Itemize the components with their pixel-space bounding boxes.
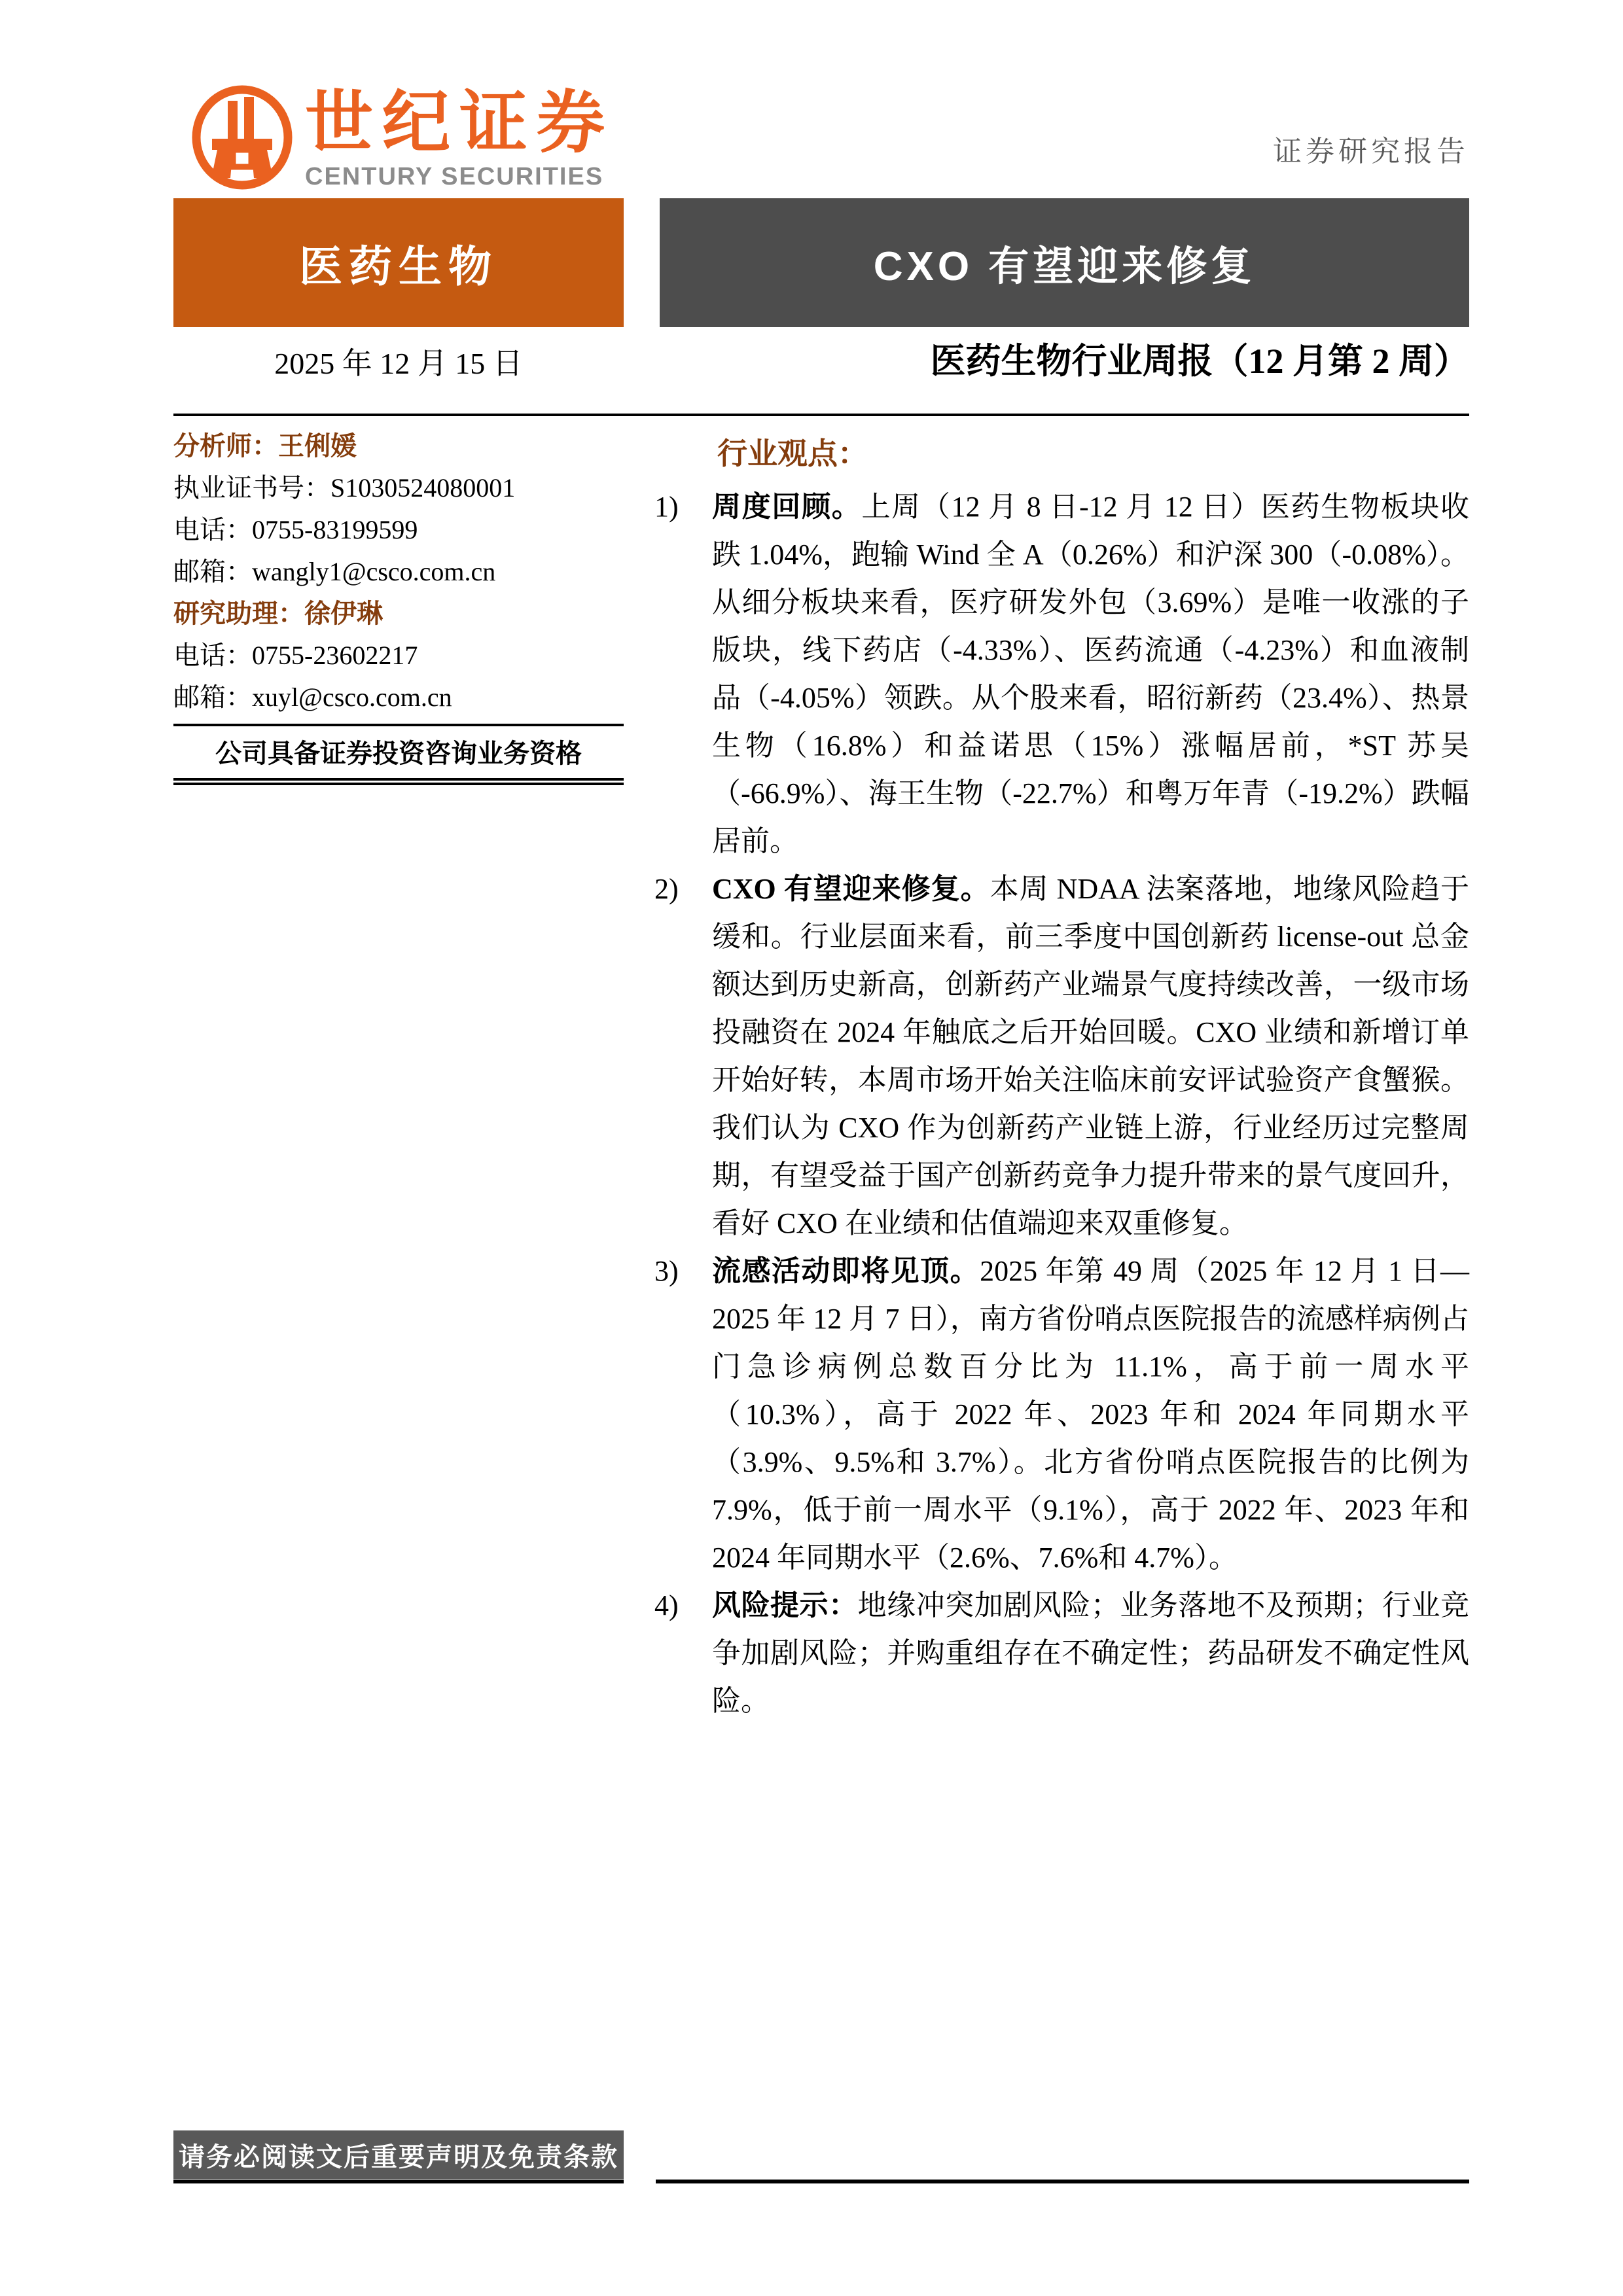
footer-divider-left (173, 2180, 624, 2183)
item-paragraph (712, 1247, 1469, 1581)
analyst-email: 邮箱：wangly1@csco.com.cn (173, 557, 496, 586)
item-number: 1) (654, 491, 679, 523)
analyst-phone: 电话：0755-83199599 (173, 515, 418, 544)
item-text: 上周（12 月 8 日-12 月 12 日）医药生物板块收跌 1.04%，跑输 Wind 全 A（0.26%）和沪深 300（-0.08%）。从细分板块来看，医疗研发外包（3.69%）是唯一收涨的子版块，线下药店（-4.33%）、医药流通（-4.23%）和血液制品（-4.05%）领跌。从个股来看，昭衍新药（23.4%）、热景生物（16.8%）和益诺思（15%）涨幅居前，*ST 苏吴（-66.9%）、海王生物（-22.7%）和粤万年青（-19.2%）跌幅居前。 (712, 491, 1469, 857)
industry-view-section (654, 434, 1469, 1725)
section-heading: 行业观点： (717, 437, 868, 470)
analyst-sidebar (173, 425, 624, 785)
item-text: 2025 年第 49 周（2025 年 12 月 1 日—2025 年 12 月 7 日），南方省份哨点医院报告的流感样病例占门急诊病例总数百分比为 11.1%，高于前一周水平（10.3%），高于 2022 年、2023 年和 2024 年同期水平（3.9%、9.5%和 3.7%）。北方省份哨点医院报告的比例为 7.9%，低于前一周水平（9.1%），高于 2022 年、2023 年和 2024 年同期水平（2.6%、7.6%和 4.7%）。 (712, 1255, 1469, 1574)
header-divider (173, 414, 1469, 416)
item-paragraph (712, 865, 1469, 1247)
qualification-statement: 公司具备证券投资咨询业务资格 (173, 724, 624, 785)
item-lead: 周度回顾。 (712, 491, 862, 523)
report-date: 2025 年 12 月 15 日 (274, 347, 523, 380)
list-item (654, 483, 1469, 865)
list-item (654, 1247, 1469, 1581)
disclaimer-notice: 请务必阅读文后重要声明及免责条款 (173, 2130, 624, 2179)
item-text: 本周 NDAA 法案落地，地缘风险趋于缓和。行业层面来看，前三季度中国创新药 license-out 总金额达到历史新高，创新药产业端景气度持续改善，一级市场投融资在 2024 年触底之后开始回暖。CXO 业绩和新增订单开始好转，本周市场开始关注临床前安评试验资产食蟹猴。我们认为 CXO 作为创新药产业链上游，行业经历过完整周期，有望受益于国产创新药竞争力提升带来的景气度回升，看好 CXO 在业绩和估值端迎来双重修复。 (712, 873, 1469, 1239)
brand-name-cn: 世纪证券 (305, 86, 615, 161)
item-number: 3) (654, 1255, 679, 1287)
analyst-license: 执业证书号：S1030524080001 (173, 473, 516, 503)
report-title: 医药生物行业周报（12 月第 2 周） (930, 342, 1469, 381)
item-text: 地缘冲突加剧风险；业务落地不及预期；行业竞争加剧风险；并购重组存在不确定性；药品研发不确定性风险。 (712, 1589, 1470, 1717)
brand-text (305, 85, 614, 191)
item-lead: 风险提示： (712, 1589, 858, 1621)
item-paragraph (712, 483, 1469, 865)
analyst-name: 分析师：王俐媛 (173, 431, 357, 461)
footer-divider-right (656, 2180, 1469, 2183)
century-securities-logo-icon (191, 85, 293, 190)
report-type-label: 证券研究报告 (1273, 135, 1469, 168)
item-number: 4) (654, 1589, 679, 1621)
list-item (654, 865, 1469, 1247)
item-paragraph (712, 1581, 1469, 1725)
item-lead: CXO 有望迎来修复。 (712, 873, 990, 905)
item-lead: 流感活动即将见顶。 (712, 1255, 980, 1287)
industry-banner: 医药生物 (173, 198, 624, 327)
item-number: 2) (654, 873, 679, 905)
assistant-email: 邮箱：xuyl@csco.com.cn (173, 682, 452, 712)
brand-name-en: CENTURY SECURITIES (305, 163, 604, 190)
brand-block (191, 85, 614, 191)
assistant-phone: 电话：0755-23602217 (173, 641, 418, 670)
headline-banner: CXO 有望迎来修复 (660, 198, 1469, 327)
assistant-name: 研究助理：徐伊琳 (173, 599, 383, 628)
list-item (654, 1581, 1469, 1725)
